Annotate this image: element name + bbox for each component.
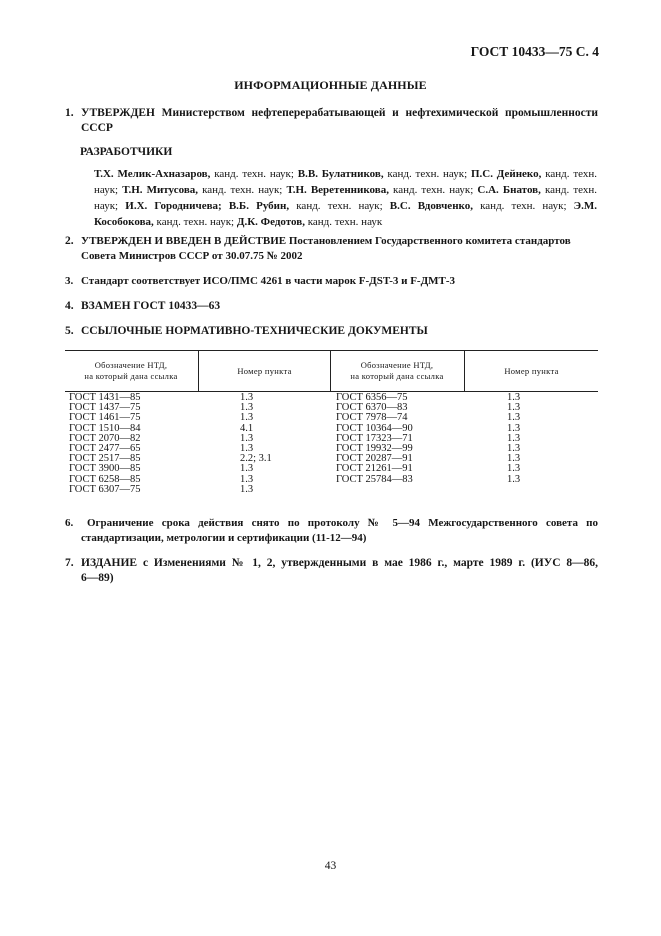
table-cell: 1.3 [240,432,254,444]
developer-degree: канд. техн. наук; [94,168,598,196]
developer-name: В.Б. Рубин, [228,200,290,212]
developer-name: И.Х. Городничева; [125,200,222,212]
item-5 [66,324,598,339]
table-cell: ГОСТ 1437—75 [69,402,141,414]
developer-name: Т.Н. Веретенникова, [286,184,389,196]
developer-degree: канд. техн. наук; [153,216,237,228]
item-7-text-2: 6—89) [81,572,114,584]
item-5-number: 5. [65,325,74,337]
table-cell: 1.3 [507,392,521,403]
page-header: ГОСТ 10433—75 С. 4 [470,44,599,59]
table-cell: 1.3 [240,463,254,475]
table-cell: 1.3 [240,483,254,495]
table-cell: ГОСТ 2070—82 [69,432,141,444]
table-cell: ГОСТ 6258—85 [69,473,141,485]
table-cell: 1.3 [507,402,521,414]
table-cell: 1.3 [240,392,254,403]
table-cell: 1.3 [507,442,521,454]
developer-name: Д.К. Федотов, [236,216,305,228]
item-7-text: ИЗДАНИЕ с Изменениями № 1, 2, утвержденными в мае 1986 г., марте 1989 г. (ИУС 8—86, [81,557,598,569]
table-cell: 1.3 [240,473,254,485]
item-4-text: ВЗАМЕН ГОСТ 10433—63 [81,300,221,312]
item-2 [66,234,598,264]
developers-heading: РАЗРАБОТЧИКИ [80,146,173,158]
item-1-text-2: СССР [81,122,113,134]
item-3-number: 3. [65,275,74,287]
item-7-number: 7. [65,557,74,569]
column-doc-left [69,393,141,495]
table-cell: 1.3 [507,463,521,475]
column-item-right [507,393,520,485]
developer-name: Э.М. Кособокова, [94,200,597,228]
table-cell: 4.1 [240,422,254,434]
page-number: 43 [324,860,337,872]
table-cell: ГОСТ 17323—71 [336,432,413,444]
developer-degree: канд. техн. наук [304,216,383,228]
item-4-number: 4. [65,300,74,312]
item-2-text [66,234,598,249]
item-2-lead: УТВЕРЖДЕН И ВВЕДЕН В ДЕЙСТВИЕ [81,235,287,247]
col-header-item-right: Номер пункта [504,365,559,376]
item-3 [66,274,598,289]
table-cell: ГОСТ 1510—84 [69,422,141,434]
table-cell: 1.3 [507,422,521,434]
developer-name: П.С. Дейнеко, [470,168,542,180]
table-cell: ГОСТ 10364—90 [336,422,413,434]
table-cell: ГОСТ 6356—75 [336,392,408,403]
developer-degree: канд. техн. наук; [198,184,287,196]
table-cell: ГОСТ 20287—91 [336,453,413,465]
item-1 [66,106,598,136]
developer-degree: канд. техн. наук; [94,184,598,212]
table-cell: 2.2; 3.1 [240,453,272,465]
developer-name: В.С. Вдовченко, [389,200,473,212]
table-cell: ГОСТ 6370—83 [336,402,408,414]
table-cell: ГОСТ 7978—74 [336,412,408,424]
item-4 [66,299,598,314]
item-6-number: 6. [65,517,74,529]
table-cell: 1.3 [507,473,521,485]
col-header-item-left: Номер пункта [237,365,292,376]
item-3-text: Стандарт соответствует ИСО/ПМС 4261 в части марок F-ДST-3 и F-ДМТ-3 [81,275,456,287]
table-cell: ГОСТ 1461—75 [69,412,141,424]
developer-name: С.А. Бнатов, [477,184,541,196]
developer-name: Т.Х. Мелик-Ахназаров, [94,168,211,180]
column-item-left [240,393,272,495]
item-7 [66,556,598,586]
table-cell: 1.3 [240,442,254,454]
col-header-doc-right: Обозначение НТД, на который дана ссылка [350,360,444,381]
table-cell: 1.3 [240,412,254,424]
item-2-body: Постановлением Государственного комитета стандартов [286,235,571,247]
table-cell: ГОСТ 6307—75 [69,483,141,495]
item-2-text-2: Совета Министров СССР от 30.07.75 № 2002 [81,250,303,262]
item-6-text-2: стандартизации, метрологии и сертификации (11-12—94) [81,532,367,544]
developer-degree: канд. техн. наук; [388,184,478,196]
developer-name: Т.Н. Митусова, [122,184,199,196]
developer-name: В.В. Булатников, [297,168,384,180]
section-title: ИНФОРМАЦИОННЫЕ ДАННЫЕ [234,78,427,92]
table-cell: ГОСТ 21261—91 [336,463,413,475]
table-cell: ГОСТ 2517—85 [69,453,141,465]
table-cell: ГОСТ 25784—83 [336,473,413,485]
item-6 [66,516,598,546]
developer-degree: канд. техн. наук; [210,168,298,180]
item-6-text: Ограничение срока действия снято по протоколу № 5—94 Межгосударственного совета по [87,517,598,529]
table-cell: 1.3 [240,402,254,414]
developer-separator [222,200,229,212]
column-doc-right [336,393,413,485]
table-header [65,350,598,392]
item-2-number: 2. [65,235,74,247]
developer-degree: канд. техн. наук; [472,200,574,212]
table-cell: 1.3 [507,432,521,444]
table-cell: ГОСТ 3900—85 [69,463,141,475]
table-cell: ГОСТ 1431—85 [69,392,141,403]
table-cell: 1.3 [507,453,521,465]
developer-degree: канд. техн. наук; [383,168,471,180]
item-5-text: ССЫЛОЧНЫЕ НОРМАТИВНО-ТЕХНИЧЕСКИЕ ДОКУМЕНТЫ [81,325,428,337]
developer-degree: канд. техн. наук; [289,200,390,212]
table-cell: 1.3 [507,412,521,424]
item-1-text: УТВЕРЖДЕН Министерством нефтеперерабатывающей и нефтехимической промышленности [81,107,598,119]
developers-list [94,166,597,230]
col-header-doc-left: Обозначение НТД, на который дана ссылка [84,360,178,381]
references-table [65,350,598,495]
item-1-number: 1. [65,107,74,119]
table-cell: ГОСТ 2477—65 [69,442,141,454]
table-cell: ГОСТ 19932—99 [336,442,413,454]
